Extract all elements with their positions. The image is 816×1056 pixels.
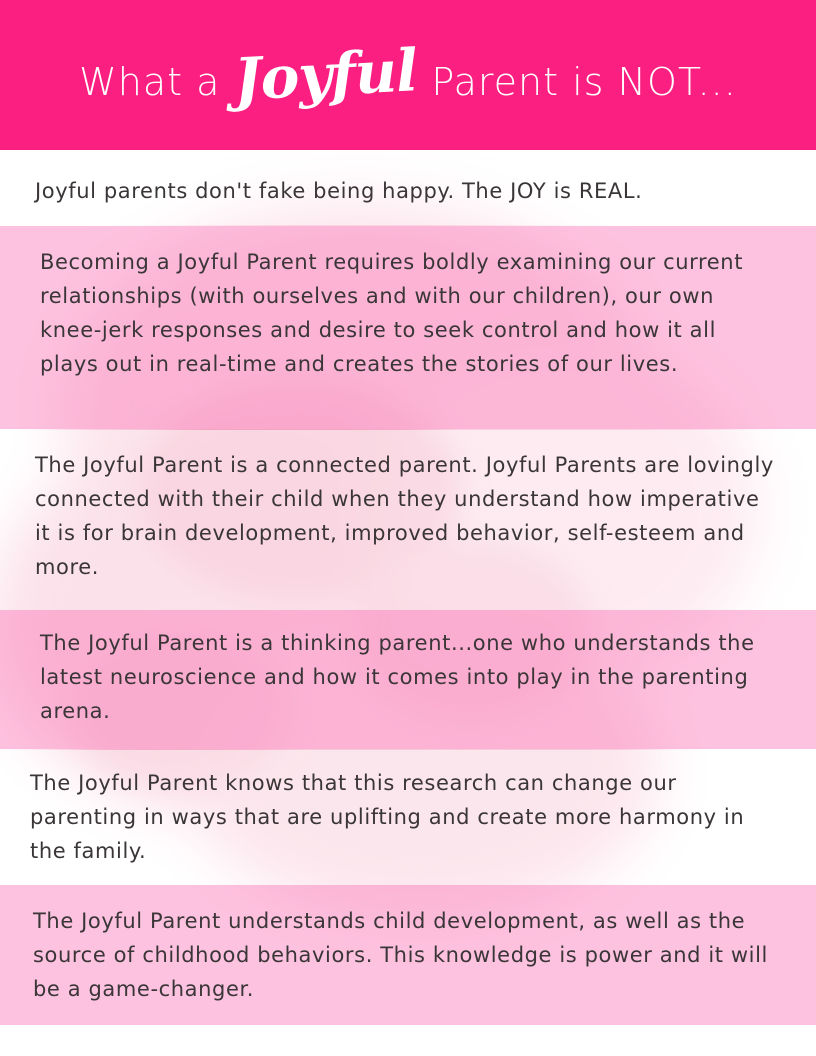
title-emphasis-word: Joyful (232, 36, 420, 114)
paragraph-band-5 (0, 750, 816, 885)
paragraph-band-1 (0, 160, 816, 225)
page-header (0, 0, 816, 150)
paragraph-text: The Joyful Parent knows that this research can change our parenting in ways that are uplifting and create more harmony in the family. (30, 771, 745, 863)
paragraph-text: The Joyful Parent is a connected parent. Joyful Parents are lovingly connected with their child when they understand how imperative it is for brain development, improved behavior, self-esteem and more. (35, 453, 774, 579)
paragraph-text: The Joyful Parent is a thinking parent...one who understands the latest neuroscience and how it comes into play in the parenting arena. (40, 631, 755, 723)
paragraph-text: Joyful parents don't fake being happy. The JOY is REAL. (35, 179, 643, 203)
paragraph-band-2 (0, 226, 816, 429)
paragraph-band-6 (0, 885, 816, 1025)
title-suffix: Parent is NOT... (431, 60, 737, 104)
paragraph-band-3 (0, 430, 816, 610)
title-prefix: What a (79, 60, 221, 104)
paragraph-text: Becoming a Joyful Parent requires boldly examining our current relationships (with ourselves and with our children), our own knee-jerk responses and desire to seek control and how it all plays out in real-time and creates the stories of our lives. (40, 250, 744, 376)
page-title (79, 36, 737, 114)
paragraph-text: The Joyful Parent understands child development, as well as the source of childhood behaviors. This knowledge is power and it will be a game-changer. (33, 909, 768, 1001)
paragraph-band-4 (0, 610, 816, 749)
